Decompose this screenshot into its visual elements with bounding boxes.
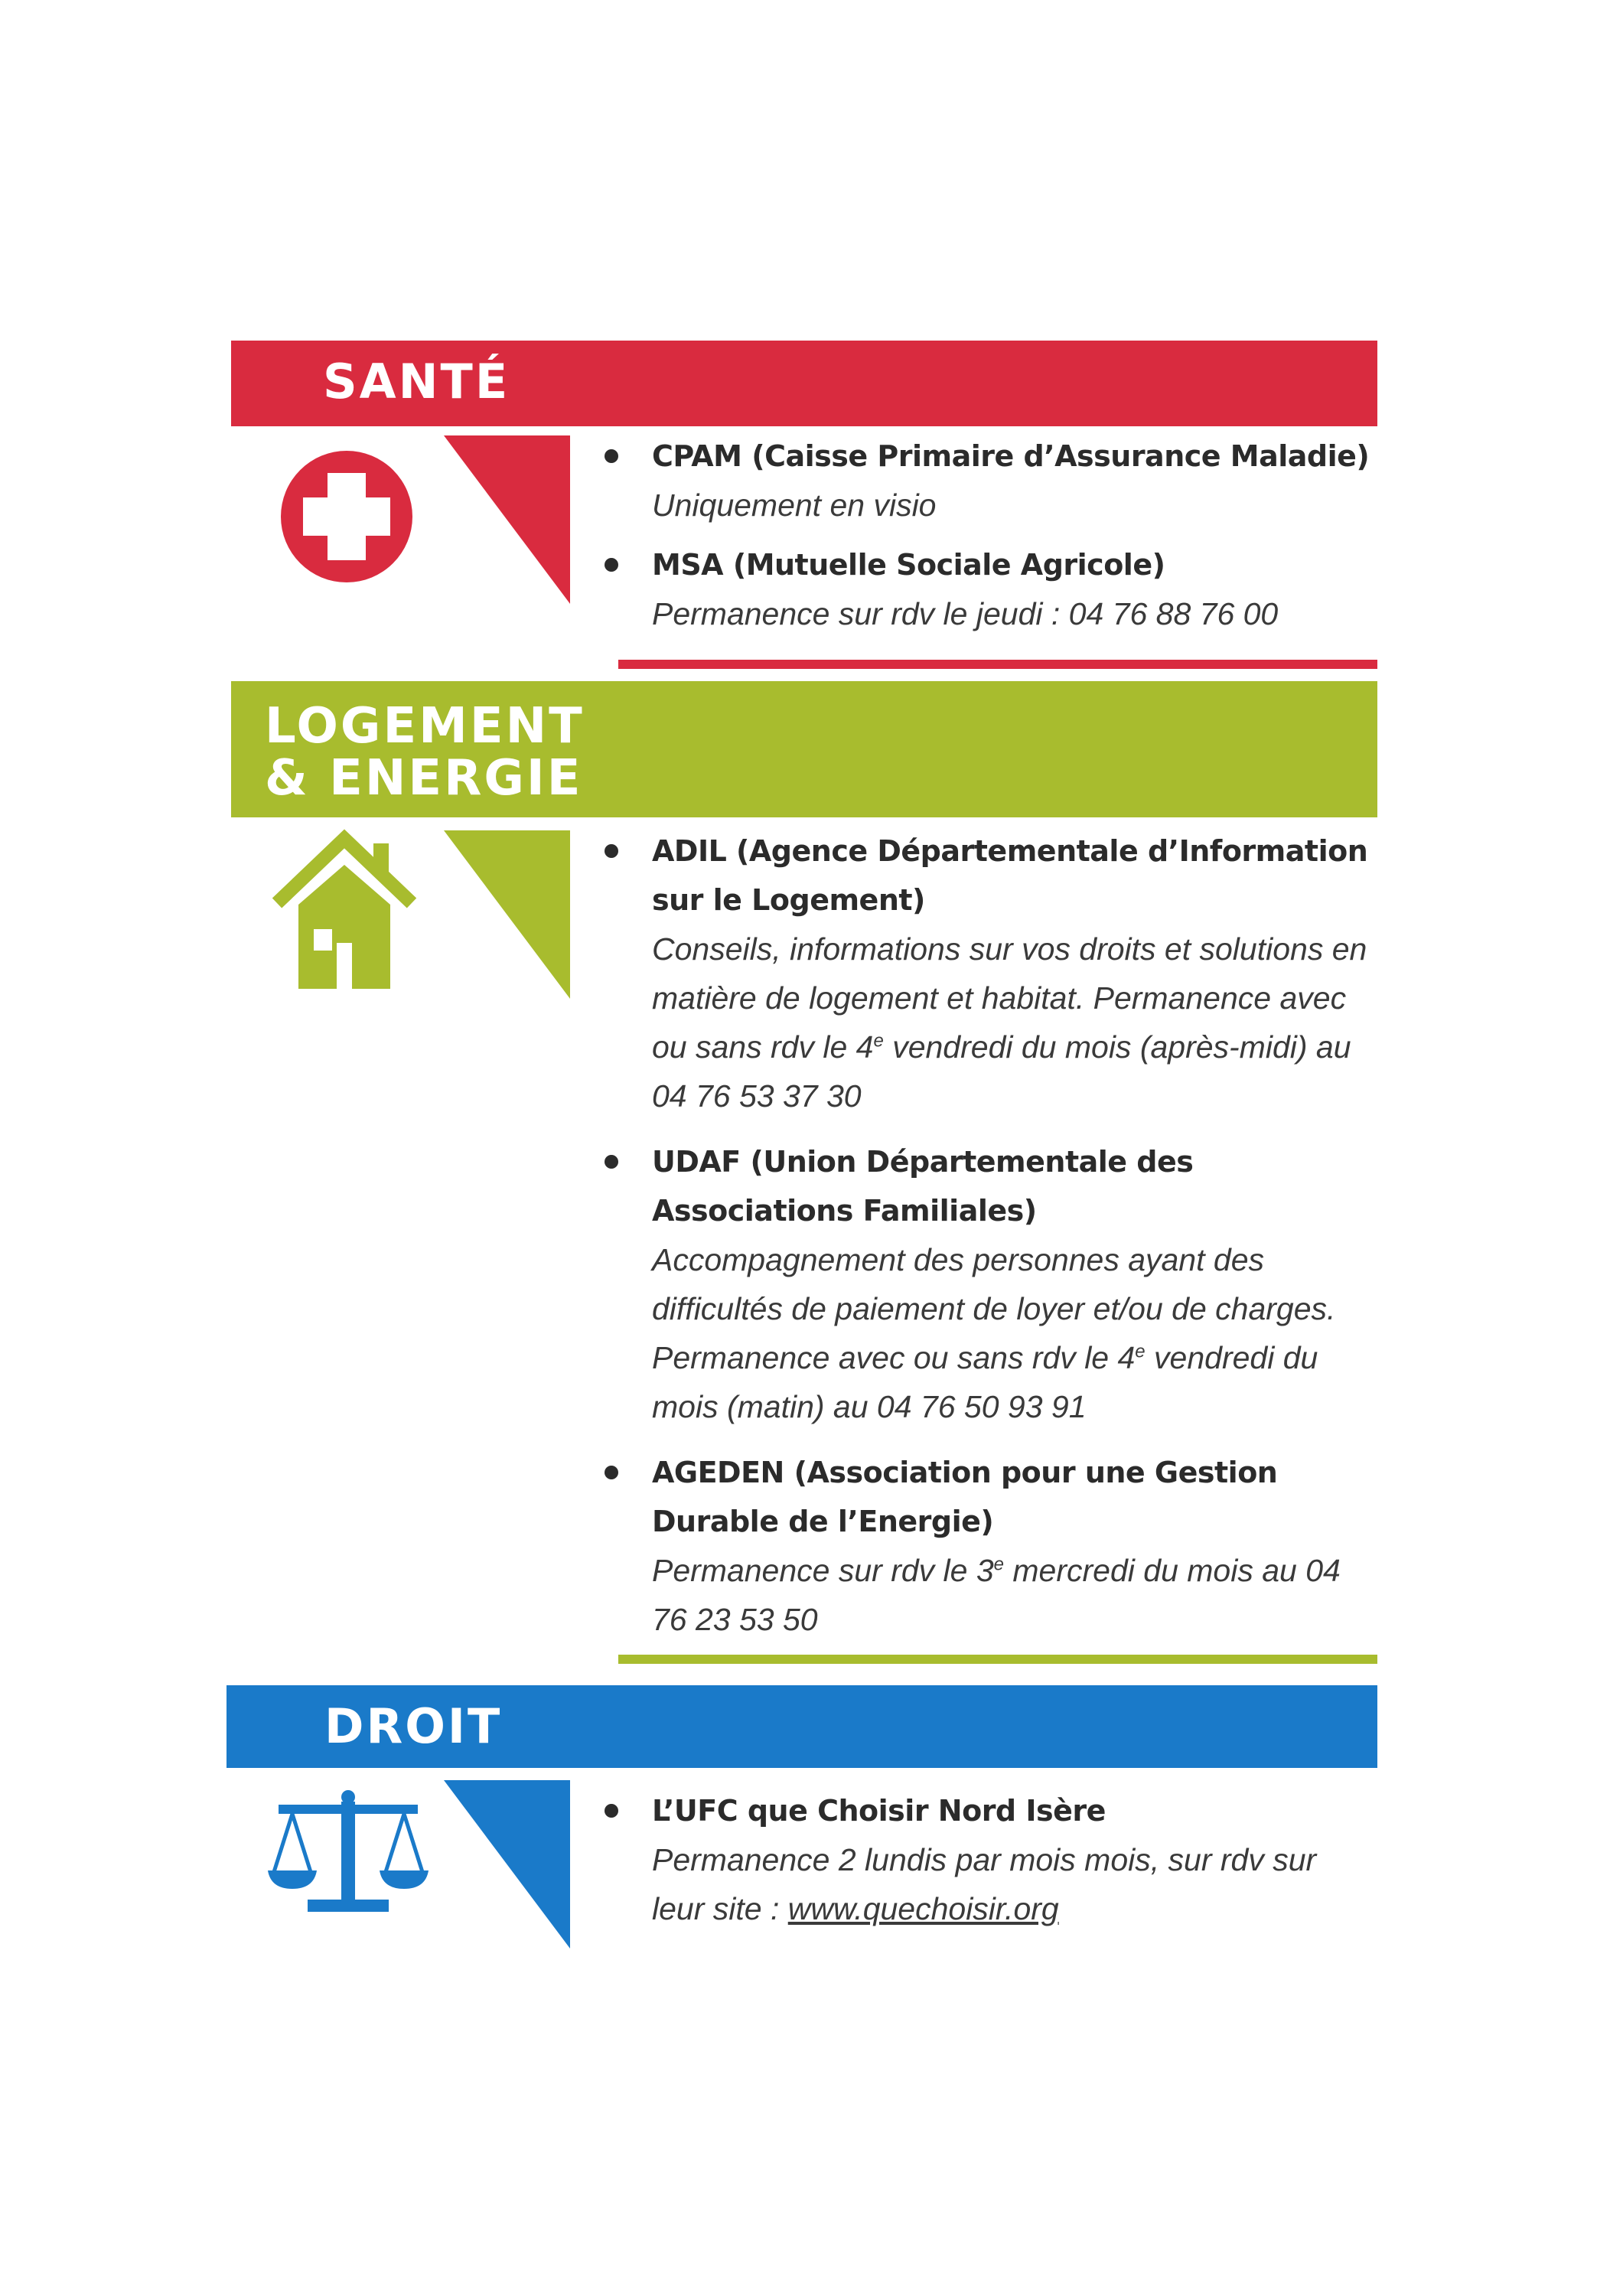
sante-header-band <box>231 341 1377 426</box>
bullet <box>605 1466 618 1479</box>
service-description <box>652 1835 1370 1933</box>
bullet <box>605 844 618 858</box>
list-item <box>605 827 1370 1120</box>
description-text: Permanence 2 lundis par mois mois, sur rdv sur leur site : <box>652 1842 1317 1926</box>
service-title: CPAM (Caisse Primaire d’Assurance Maladie) <box>652 439 1370 473</box>
list-item <box>605 432 1370 530</box>
sante-title: SANTÉ <box>323 354 510 409</box>
logement-triangle-decoration <box>444 830 570 999</box>
service-title: ADIL (Agence Départementale d’Information sur le Logement) <box>652 834 1368 917</box>
bullet <box>605 558 618 572</box>
description-text: mercredi du mois au 04 76 23 53 50 <box>652 1553 1341 1637</box>
ordinal-suffix: e <box>993 1554 1005 1575</box>
list-item <box>605 1448 1370 1644</box>
sante-triangle-decoration <box>444 435 570 604</box>
list-item <box>605 1786 1370 1933</box>
description-text: Conseils, informations sur vos droits et solutions en matière de logement et habitat. Permanence avec ou sans rdv le 4 <box>652 931 1367 1065</box>
red-cross-icon <box>280 450 413 583</box>
service-description <box>652 1235 1370 1431</box>
scales-of-justice-icon <box>266 1789 430 1913</box>
service-title: UDAF (Union Départementale des Associations Familiales) <box>652 1145 1194 1228</box>
droit-title: DROIT <box>324 1698 503 1754</box>
bullet <box>605 1804 618 1818</box>
house-icon <box>269 828 419 990</box>
bullet <box>605 1155 618 1169</box>
droit-services-list <box>605 1786 1370 1933</box>
service-title: L’UFC que Choisir Nord Isère <box>652 1794 1106 1828</box>
description-text: Accompagnement des personnes ayant des difficultés de paiement de loyer et/ou de charges. Permanence avec ou sans rdv le 4 <box>652 1242 1336 1375</box>
description-text: vendredi du mois (matin) au 04 76 50 93 91 <box>652 1340 1318 1424</box>
service-title: AGEDEN (Association pour une Gestion Durable de l’Energie) <box>652 1456 1278 1538</box>
logement-divider <box>618 1655 1377 1664</box>
logement-services-list <box>605 827 1370 1644</box>
service-description: Uniquement en visio <box>652 488 937 523</box>
droit-header-band <box>227 1685 1377 1768</box>
bullet <box>605 449 618 463</box>
sante-services-list <box>605 432 1370 638</box>
description-text: vendredi du mois (après-midi) au 04 76 53 37 30 <box>652 1029 1351 1114</box>
ordinal-suffix: e <box>1135 1341 1146 1362</box>
description-text: Permanence sur rdv le 3 <box>652 1553 994 1588</box>
logement-title-line2: & ENERGIE <box>265 750 583 807</box>
logement-title-line1: LOGEMENT <box>265 698 585 755</box>
logement-header-band <box>231 681 1377 817</box>
service-description: Permanence sur rdv le jeudi : 04 76 88 76 00 <box>652 596 1279 631</box>
list-item <box>605 540 1370 638</box>
service-title: MSA (Mutuelle Sociale Agricole) <box>652 548 1165 582</box>
quechoisir-link[interactable]: www.quechoisir.org <box>787 1891 1059 1926</box>
ordinal-suffix: e <box>873 1030 884 1052</box>
list-item <box>605 1137 1370 1431</box>
service-description <box>652 925 1370 1120</box>
service-description <box>652 1546 1370 1644</box>
droit-triangle-decoration <box>444 1780 570 1949</box>
sante-divider <box>618 660 1377 669</box>
